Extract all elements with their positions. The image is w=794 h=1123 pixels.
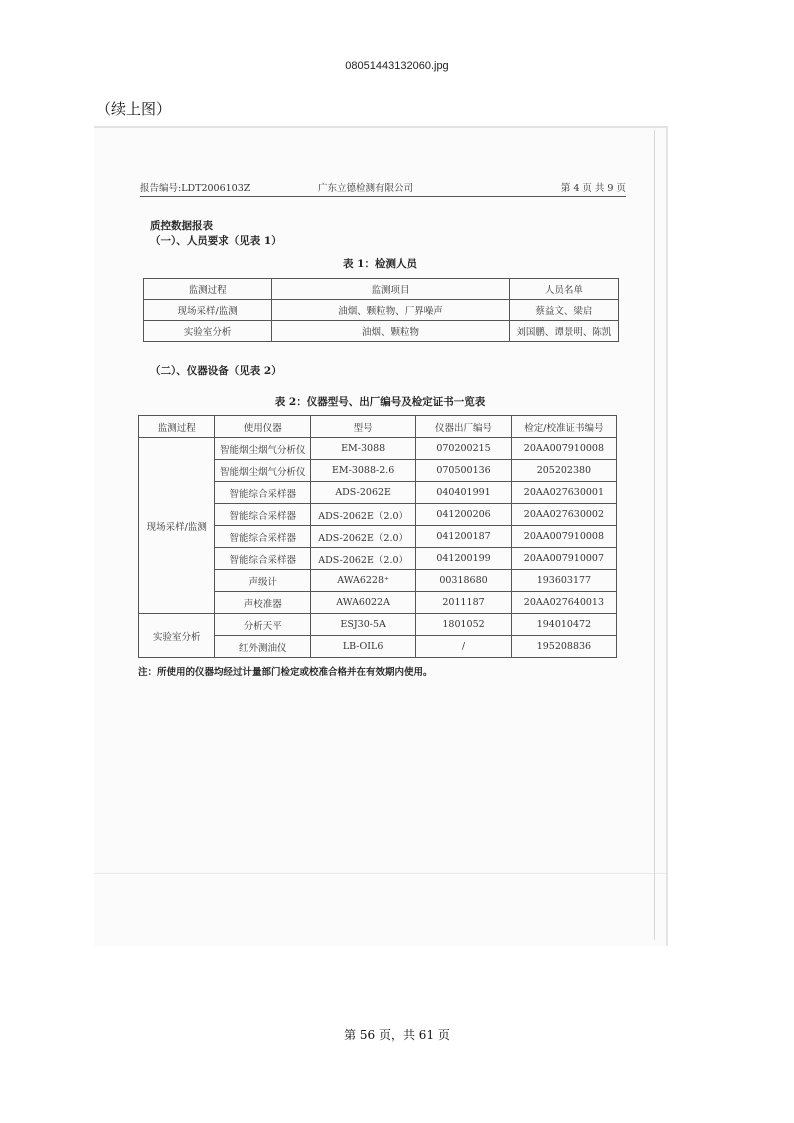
continued-label: （续上图）	[96, 100, 172, 118]
table-cell: EM-3088	[311, 438, 416, 460]
table-cell: AWA6022A	[311, 592, 416, 614]
table-cell: 刘国鹏、谭景明、陈凯	[509, 321, 618, 342]
table-cell: 194010472	[511, 614, 616, 636]
filename: 08051443132060.jpg	[345, 60, 449, 72]
table-row	[144, 321, 619, 342]
personnel-table	[143, 278, 619, 342]
table-header-cell: 使用仪器	[215, 416, 311, 438]
table-cell: 040401991	[416, 482, 512, 504]
page-indicator: 第 4 页 共 9 页	[560, 183, 626, 194]
table-cell: 智能综合采样器	[215, 526, 311, 548]
table-cell: 红外测油仪	[215, 636, 311, 658]
table-cell: 070200215	[416, 438, 512, 460]
table-row	[139, 614, 617, 636]
table-cell: 声校准器	[215, 592, 311, 614]
instrument-table	[138, 415, 617, 658]
table-cell: 20AA007910007	[511, 548, 616, 570]
table-cell: 蔡益文、梁启	[509, 300, 618, 321]
table-cell: 2011187	[416, 592, 512, 614]
table-cell: 智能综合采样器	[215, 548, 311, 570]
table-cell: 20AA027630001	[511, 482, 616, 504]
table-header-row	[139, 416, 617, 438]
section-1-title: （一）、人员要求（见表 1）	[150, 235, 282, 247]
company-name: 广东立德检测有限公司	[318, 183, 414, 194]
report-number: 报告编号:LDT2006103Z	[140, 183, 251, 194]
table-1-caption: 表 1：检测人员	[343, 258, 417, 270]
report-title: 质控数据报表	[150, 220, 213, 232]
scan-fold-line	[94, 873, 666, 874]
table-cell: 20AA007910008	[511, 526, 616, 548]
report-header	[140, 180, 626, 197]
table-header-cell: 型号	[311, 416, 416, 438]
table-cell: 分析天平	[215, 614, 311, 636]
table-row	[139, 438, 617, 460]
table-cell: 070500136	[416, 460, 512, 482]
table-cell: 195208836	[511, 636, 616, 658]
table-header-cell: 监测过程	[139, 416, 215, 438]
table-cell: 041200187	[416, 526, 512, 548]
process-cell: 实验室分析	[139, 614, 215, 658]
table-cell: 实验室分析	[144, 321, 272, 342]
table-2-caption: 表 2：仪器型号、出厂编号及检定证书一览表	[274, 396, 486, 408]
table-cell: EM-3088-2.6	[311, 460, 416, 482]
table-cell: 20AA027630002	[511, 504, 616, 526]
process-cell: 现场采样/监测	[139, 438, 215, 614]
table-header-cell: 监测项目	[272, 279, 510, 300]
table-cell: 声级计	[215, 570, 311, 592]
table-cell: 20AA007910008	[511, 438, 616, 460]
table-header-row	[144, 279, 619, 300]
section-2-title: （二）、仪器设备（见表 2）	[150, 365, 282, 377]
table-cell: 油烟、颗粒物、厂界噪声	[272, 300, 510, 321]
table-header-cell: 仪器出厂编号	[416, 416, 512, 438]
page-footer: 第 56 页，共 61 页	[344, 1028, 450, 1042]
table-cell: ADS-2062E	[311, 482, 416, 504]
table-row	[144, 300, 619, 321]
table-cell: 193603177	[511, 570, 616, 592]
table-cell: 油烟、颗粒物	[272, 321, 510, 342]
table-cell: 00318680	[416, 570, 512, 592]
table-cell: 现场采样/监测	[144, 300, 272, 321]
table-header-cell: 监测过程	[144, 279, 272, 300]
scanned-page	[94, 126, 668, 946]
table-cell: LB-OIL6	[311, 636, 416, 658]
table-cell: AWA6228⁺	[311, 570, 416, 592]
table-cell: ADS-2062E（2.0）	[311, 504, 416, 526]
table-cell: 智能烟尘烟气分析仪	[215, 460, 311, 482]
table-cell: ADS-2062E（2.0）	[311, 526, 416, 548]
table-cell: 20AA027640013	[511, 592, 616, 614]
scan-edge-line	[654, 130, 655, 940]
table-note: 注：所使用的仪器均经过计量部门检定或校准合格并在有效期内使用。	[138, 667, 433, 678]
table-cell: 041200206	[416, 504, 512, 526]
table-header-cell: 检定/校准证书编号	[511, 416, 616, 438]
table-cell: 041200199	[416, 548, 512, 570]
table-cell: 205202380	[511, 460, 616, 482]
table-cell: ADS-2062E（2.0）	[311, 548, 416, 570]
table-cell: 智能烟尘烟气分析仪	[215, 438, 311, 460]
table-cell: ESJ30-5A	[311, 614, 416, 636]
table-cell: /	[416, 636, 512, 658]
table-cell: 智能综合采样器	[215, 482, 311, 504]
table-cell: 智能综合采样器	[215, 504, 311, 526]
table-header-cell: 人员名单	[509, 279, 618, 300]
table-cell: 1801052	[416, 614, 512, 636]
